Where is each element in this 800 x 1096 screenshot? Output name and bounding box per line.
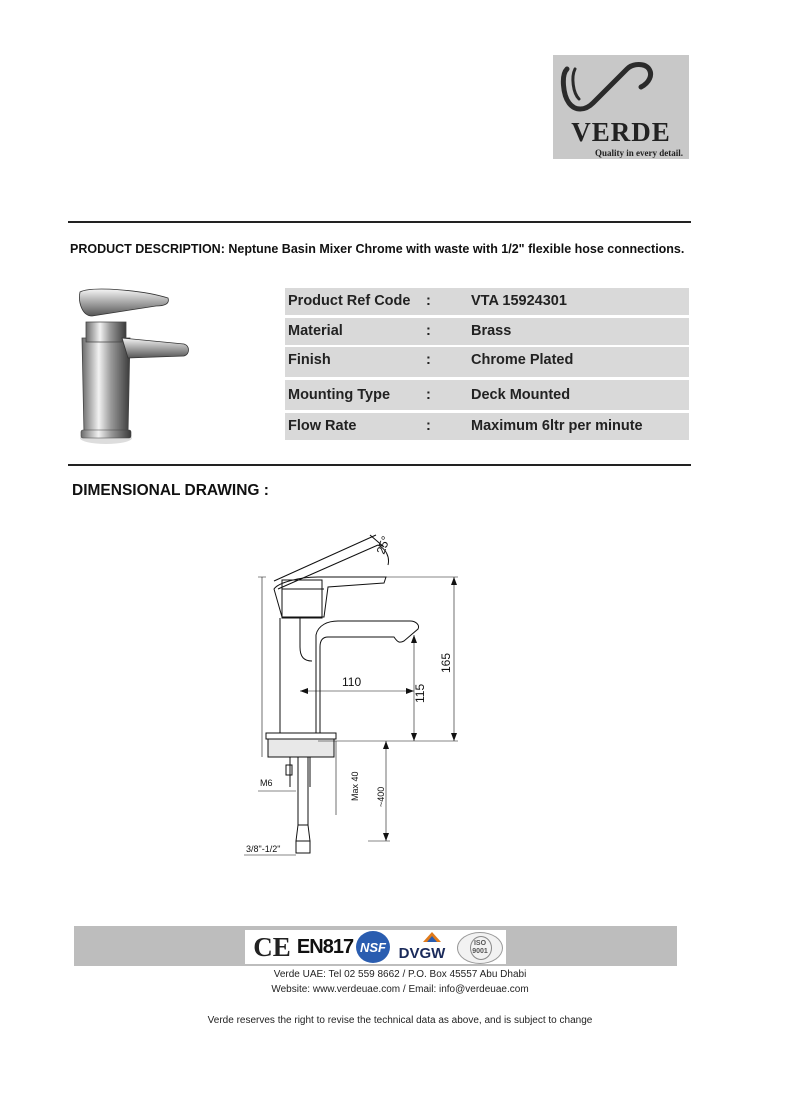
- dvgw-flag-icon: [423, 932, 441, 942]
- en817-badge: EN817: [296, 935, 354, 958]
- ce-mark-icon: CE: [253, 931, 291, 962]
- spec-row-finish: [285, 347, 689, 377]
- footer-website: Website: www.verdeuae.com / Email: info@verdeuae.com: [271, 984, 529, 995]
- brand-tagline: Quality in every detail.: [595, 148, 683, 158]
- spec-value: Chrome Plated: [471, 352, 574, 368]
- dim-max-deck: Max 40: [350, 771, 360, 801]
- middle-divider: [68, 464, 691, 466]
- verde-logo: [553, 55, 689, 159]
- dim-reach: 110: [342, 675, 362, 689]
- spec-separator: :: [426, 418, 431, 434]
- product-photo: [72, 282, 196, 446]
- spec-value: Maximum 6ltr per minute: [471, 418, 643, 434]
- spec-label: Flow Rate: [288, 418, 357, 434]
- spec-label: Finish: [288, 352, 331, 368]
- spec-row-mounting-type: [285, 380, 689, 410]
- spec-value: Deck Mounted: [471, 387, 571, 403]
- dvgw-badge: [393, 930, 451, 964]
- spec-label: Mounting Type: [288, 387, 391, 403]
- nsf-badge: NSF: [356, 931, 390, 963]
- iso-ring-icon: [470, 936, 492, 960]
- footer-disclaimer: Verde reserves the right to revise the technical data as above, and is subject to change: [207, 1015, 593, 1026]
- iso-label: ISO: [473, 940, 487, 947]
- spec-row-ref-code: [285, 288, 689, 315]
- spec-value: VTA 15924301: [471, 293, 567, 309]
- spec-row-flow-rate: [285, 413, 689, 440]
- dim-angle: 25°: [373, 534, 394, 557]
- top-divider: [68, 221, 691, 223]
- dim-spout-height: 115: [413, 683, 427, 703]
- spec-label: Product Ref Code: [288, 293, 411, 309]
- dimensional-drawing-heading: DIMENSIONAL DRAWING :: [72, 482, 269, 499]
- spec-value: Brass: [471, 323, 512, 339]
- dvgw-label: DVGW: [398, 944, 446, 962]
- dim-hose-length: ~400: [376, 786, 386, 807]
- dim-total-height: 165: [439, 652, 453, 673]
- brand-name: VERDE: [571, 117, 671, 147]
- dimensional-drawing: [238, 525, 478, 860]
- spec-separator: :: [426, 352, 431, 368]
- iso-9001-badge: [457, 932, 503, 964]
- dim-thread: M6: [260, 778, 273, 788]
- product-description: PRODUCT DESCRIPTION: Neptune Basin Mixer Chrome with waste with 1/2" flexible hose connections.: [70, 242, 685, 256]
- footer-address: Verde UAE: Tel 02 559 8662 / P.O. Box 45557 Abu Dhabi: [273, 969, 527, 980]
- dim-connection: 3/8"-1/2": [246, 844, 281, 854]
- spec-separator: :: [426, 293, 431, 309]
- spec-separator: :: [426, 323, 431, 339]
- certifications-logos: [245, 930, 506, 964]
- spec-row-material: [285, 318, 689, 345]
- iso-number: 9001: [472, 948, 488, 955]
- spec-separator: :: [426, 387, 431, 403]
- spec-label: Material: [288, 323, 343, 339]
